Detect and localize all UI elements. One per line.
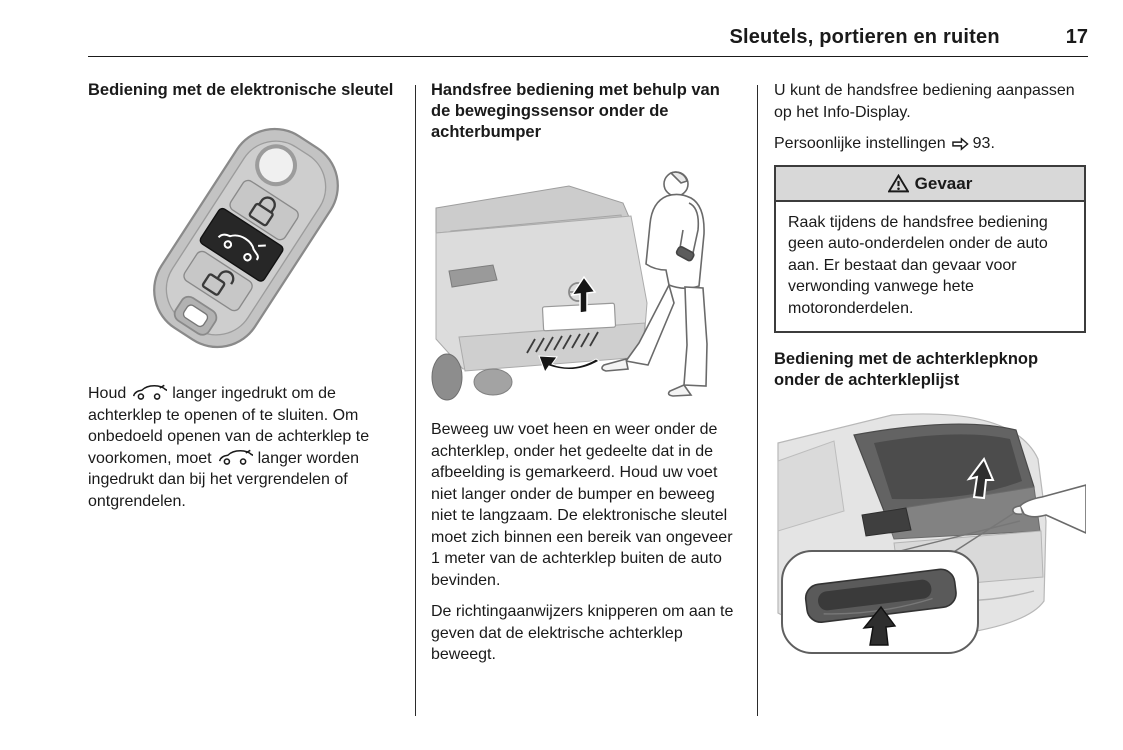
handsfree-paragraph-1: Beweeg uw voet heen en weer onder de achterklep, onder het gedeelte dat in de afbeelding is gemarkeerd. Houd uw voet niet langer onder de bumper en beweeg niet te langzaam. De elektronische sleutel moet zich binnen een bereik van ongeveer 1 meter van de achterklep buiten de auto bevinden. bbox=[431, 421, 733, 589]
car-tailgate-icon bbox=[217, 449, 253, 466]
column-electronic-key bbox=[88, 80, 400, 677]
tailgate-button-illustration bbox=[774, 401, 1086, 663]
key-remote-drawing bbox=[88, 111, 400, 369]
cross-reference bbox=[774, 133, 1086, 155]
info-display-paragraph: U kunt de handsfree bediening aanpassen op het Info-Display. bbox=[774, 82, 1075, 121]
cross-reference-text: Persoonlijke instellingen bbox=[774, 135, 946, 152]
cross-reference-page: 93. bbox=[972, 135, 995, 152]
column-handsfree bbox=[431, 80, 743, 677]
danger-warning-box bbox=[774, 165, 1086, 334]
section-heading-handsfree: Handsfree bediening met behulp van de bewegingssensor onder de achterbumper bbox=[431, 81, 720, 141]
reference-arrow-icon bbox=[952, 137, 969, 151]
paragraph-text: langer worden ingedrukt dan bij het vergrendelen of ontgrendelen. bbox=[88, 449, 360, 510]
foot-sensor-illustration bbox=[431, 153, 743, 405]
danger-warning-title: Gevaar bbox=[914, 173, 973, 193]
section-heading-tailgate-button: Bediening met de achterklepknop onder de achterkleplijst bbox=[774, 350, 1039, 389]
content-columns bbox=[88, 80, 1086, 677]
key-remote-illustration bbox=[88, 111, 400, 369]
electronic-key-paragraph bbox=[88, 383, 400, 512]
column-tailgate-button bbox=[774, 80, 1086, 677]
paragraph-text: langer ingedrukt om de achterklep te openen of te sluiten. Om onbedoeld openen van de achterklep te voorkomen, moet bbox=[88, 385, 370, 467]
handsfree-paragraph-2: De richtingaanwijzers knipperen om aan te geven dat de elektrische achterklep beweegt. bbox=[431, 603, 734, 663]
chapter-title: Sleutels, portieren en ruiten bbox=[729, 26, 1000, 48]
button-inset-callout bbox=[782, 551, 978, 653]
section-heading-electronic-key: Bediening met de elektronische sleutel bbox=[88, 81, 394, 99]
page-header bbox=[88, 26, 1088, 57]
car-tailgate-icon bbox=[131, 384, 167, 401]
foot-sensor-drawing bbox=[431, 153, 743, 405]
page-number: 17 bbox=[1065, 26, 1088, 48]
danger-warning-header bbox=[776, 167, 1084, 202]
tailgate-button-drawing bbox=[774, 401, 1086, 663]
danger-warning-text: Raak tijdens de handsfree bediening geen auto-onderdelen onder de auto aan. Er bestaat dan gevaar voor verwonding vanwege hete motoronderdelen. bbox=[788, 213, 1048, 317]
warning-triangle-icon bbox=[888, 174, 909, 193]
paragraph-text: Houd bbox=[88, 385, 127, 402]
